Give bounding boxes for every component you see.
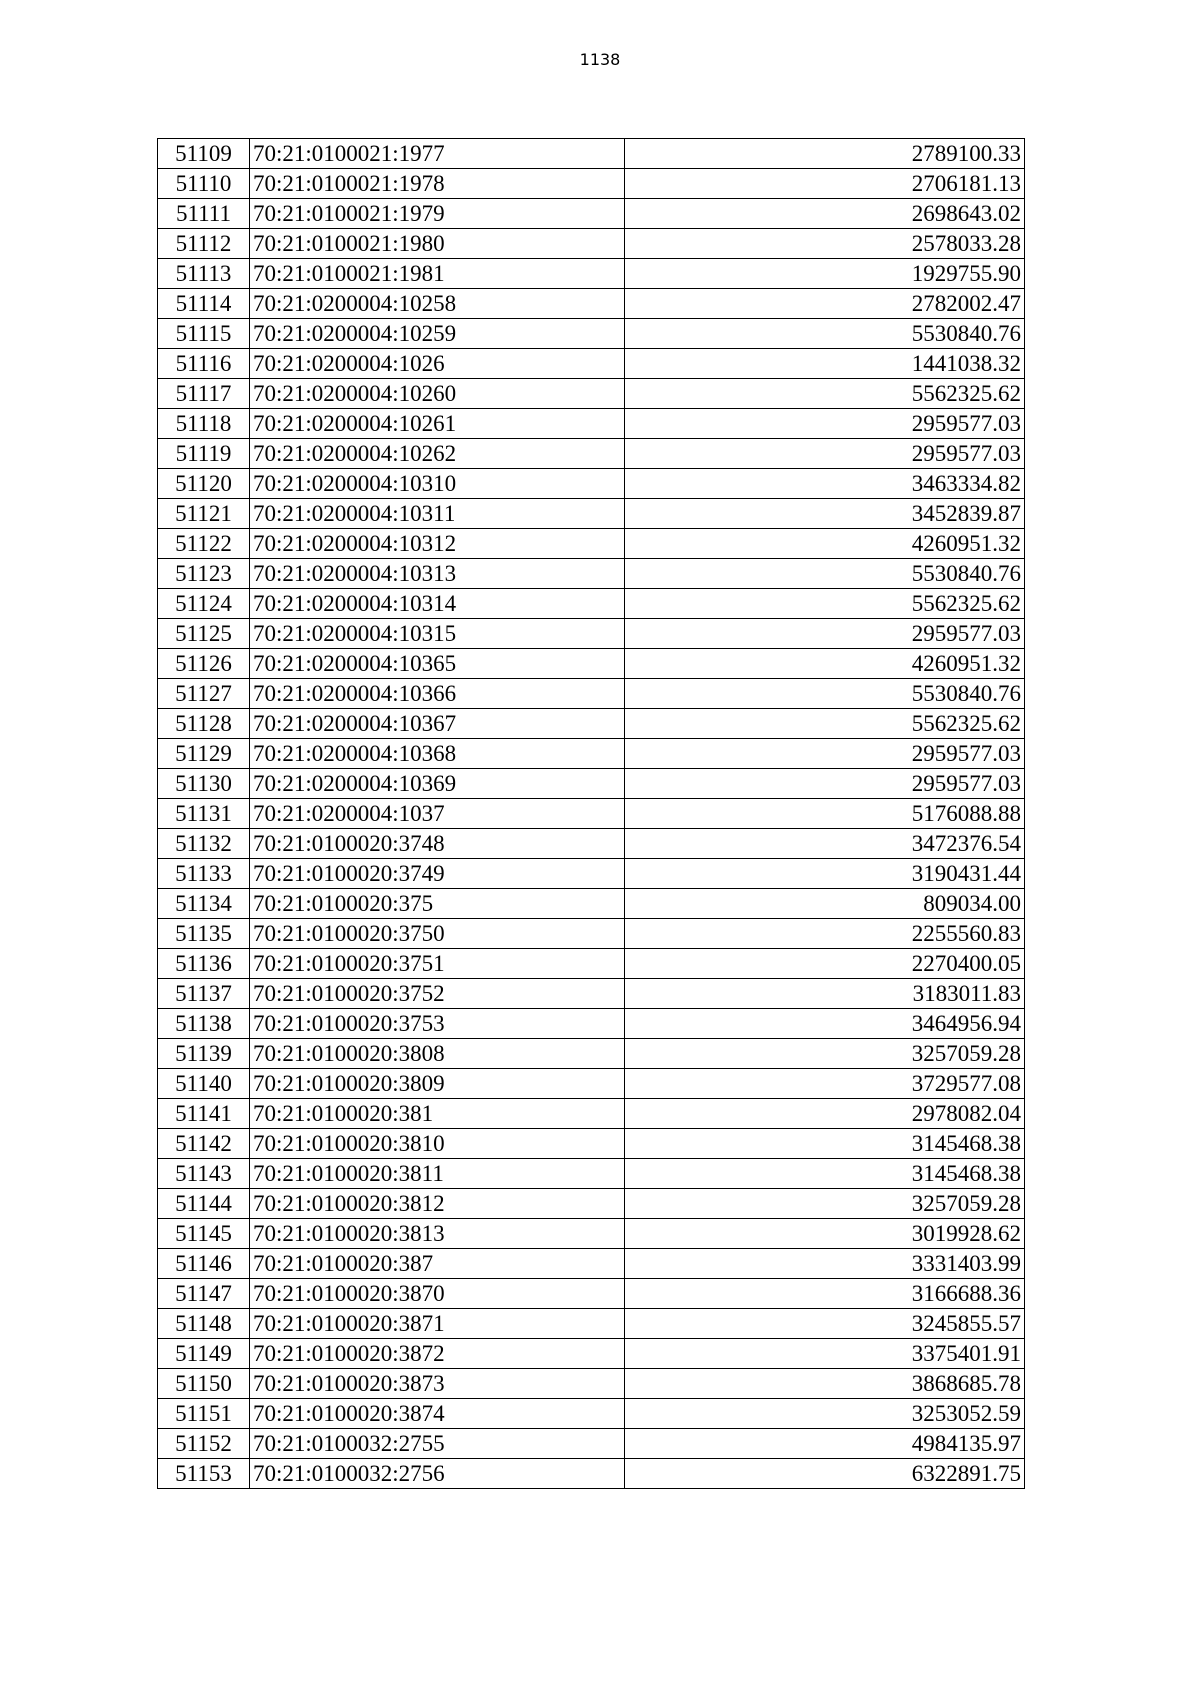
cadastral-number-cell: 70:21:0100020:381 <box>250 1099 625 1129</box>
row-number-cell: 51134 <box>158 889 250 919</box>
cadastral-number-cell: 70:21:0100020:3753 <box>250 1009 625 1039</box>
table-row <box>158 799 1025 829</box>
cadastral-number-cell: 70:21:0200004:10314 <box>250 589 625 619</box>
row-number-cell: 51118 <box>158 409 250 439</box>
row-number-cell: 51152 <box>158 1429 250 1459</box>
cadastral-number-cell: 70:21:0200004:10315 <box>250 619 625 649</box>
cadastral-value-cell: 1929755.90 <box>625 259 1025 289</box>
page-number: 1138 <box>579 50 621 69</box>
table-row <box>158 349 1025 379</box>
table-row <box>158 1399 1025 1429</box>
cadastral-value-cell: 5562325.62 <box>625 379 1025 409</box>
table-row <box>158 829 1025 859</box>
cadastral-number-cell: 70:21:0100020:375 <box>250 889 625 919</box>
cadastral-number-cell: 70:21:0200004:10258 <box>250 289 625 319</box>
cadastral-value-cell: 3729577.08 <box>625 1069 1025 1099</box>
row-number-cell: 51133 <box>158 859 250 889</box>
table-row <box>158 1369 1025 1399</box>
cadastral-value-cell: 3019928.62 <box>625 1219 1025 1249</box>
row-number-cell: 51112 <box>158 229 250 259</box>
table-row <box>158 589 1025 619</box>
cadastral-value-cell: 2789100.33 <box>625 139 1025 169</box>
cadastral-number-cell: 70:21:0200004:10312 <box>250 529 625 559</box>
cadastral-number-cell: 70:21:0100020:3810 <box>250 1129 625 1159</box>
cadastral-value-cell: 5530840.76 <box>625 679 1025 709</box>
table-row <box>158 169 1025 199</box>
row-number-cell: 51110 <box>158 169 250 199</box>
cadastral-number-cell: 70:21:0200004:10367 <box>250 709 625 739</box>
table-row <box>158 379 1025 409</box>
cadastral-value-cell: 3375401.91 <box>625 1339 1025 1369</box>
table-row <box>158 529 1025 559</box>
cadastral-value-cell: 2959577.03 <box>625 409 1025 439</box>
row-number-cell: 51149 <box>158 1339 250 1369</box>
cadastral-value-cell: 2959577.03 <box>625 769 1025 799</box>
cadastral-value-cell: 3868685.78 <box>625 1369 1025 1399</box>
row-number-cell: 51144 <box>158 1189 250 1219</box>
row-number-cell: 51125 <box>158 619 250 649</box>
cadastral-value-cell: 5562325.62 <box>625 709 1025 739</box>
table-row <box>158 229 1025 259</box>
cadastral-number-cell: 70:21:0100020:3813 <box>250 1219 625 1249</box>
row-number-cell: 51143 <box>158 1159 250 1189</box>
cadastral-number-cell: 70:21:0100020:387 <box>250 1249 625 1279</box>
table-row <box>158 1279 1025 1309</box>
cadastral-number-cell: 70:21:0200004:10366 <box>250 679 625 709</box>
cadastral-value-cell: 3452839.87 <box>625 499 1025 529</box>
cadastral-value-cell: 2959577.03 <box>625 439 1025 469</box>
cadastral-number-cell: 70:21:0200004:10365 <box>250 649 625 679</box>
table-row <box>158 199 1025 229</box>
cadastral-value-cell: 2959577.03 <box>625 619 1025 649</box>
table-row <box>158 1009 1025 1039</box>
cadastral-number-cell: 70:21:0100021:1980 <box>250 229 625 259</box>
cadastral-number-cell: 70:21:0100020:3870 <box>250 1279 625 1309</box>
table-row <box>158 1069 1025 1099</box>
table-row <box>158 409 1025 439</box>
table-row <box>158 769 1025 799</box>
row-number-cell: 51135 <box>158 919 250 949</box>
cadastral-number-cell: 70:21:0100020:3872 <box>250 1339 625 1369</box>
row-number-cell: 51111 <box>158 199 250 229</box>
cadastral-value-cell: 5562325.62 <box>625 589 1025 619</box>
cadastral-value-cell: 3253052.59 <box>625 1399 1025 1429</box>
cadastral-value-cell: 2706181.13 <box>625 169 1025 199</box>
cadastral-value-cell: 4260951.32 <box>625 529 1025 559</box>
table-row <box>158 649 1025 679</box>
cadastral-number-cell: 70:21:0200004:10368 <box>250 739 625 769</box>
table-row <box>158 619 1025 649</box>
row-number-cell: 51122 <box>158 529 250 559</box>
table-row <box>158 1459 1025 1489</box>
cadastral-value-cell: 5530840.76 <box>625 319 1025 349</box>
cadastral-number-cell: 70:21:0200004:10261 <box>250 409 625 439</box>
table-row <box>158 319 1025 349</box>
cadastral-value-cell: 3190431.44 <box>625 859 1025 889</box>
cadastral-value-cell: 3166688.36 <box>625 1279 1025 1309</box>
row-number-cell: 51131 <box>158 799 250 829</box>
cadastral-number-cell: 70:21:0100032:2755 <box>250 1429 625 1459</box>
row-number-cell: 51139 <box>158 1039 250 1069</box>
cadastral-number-cell: 70:21:0100020:3809 <box>250 1069 625 1099</box>
table-row <box>158 889 1025 919</box>
cadastral-number-cell: 70:21:0100020:3749 <box>250 859 625 889</box>
row-number-cell: 51142 <box>158 1129 250 1159</box>
table-row <box>158 439 1025 469</box>
row-number-cell: 51123 <box>158 559 250 589</box>
cadastral-number-cell: 70:21:0100020:3874 <box>250 1399 625 1429</box>
row-number-cell: 51153 <box>158 1459 250 1489</box>
table-row <box>158 1309 1025 1339</box>
table-row <box>158 1249 1025 1279</box>
row-number-cell: 51145 <box>158 1219 250 1249</box>
cadastral-value-cell: 3257059.28 <box>625 1189 1025 1219</box>
table-row <box>158 469 1025 499</box>
cadastral-value-cell: 3257059.28 <box>625 1039 1025 1069</box>
row-number-cell: 51109 <box>158 139 250 169</box>
cadastral-number-cell: 70:21:0100021:1979 <box>250 199 625 229</box>
row-number-cell: 51140 <box>158 1069 250 1099</box>
cadastral-number-cell: 70:21:0200004:1026 <box>250 349 625 379</box>
cadastral-value-cell: 1441038.32 <box>625 349 1025 379</box>
cadastral-value-cell: 2255560.83 <box>625 919 1025 949</box>
cadastral-value-cell: 5530840.76 <box>625 559 1025 589</box>
table-row <box>158 1099 1025 1129</box>
table-row <box>158 559 1025 589</box>
cadastral-value-cell: 3145468.38 <box>625 1129 1025 1159</box>
cadastral-number-cell: 70:21:0100020:3751 <box>250 949 625 979</box>
row-number-cell: 51113 <box>158 259 250 289</box>
row-number-cell: 51138 <box>158 1009 250 1039</box>
cadastral-number-cell: 70:21:0100020:3811 <box>250 1159 625 1189</box>
row-number-cell: 51151 <box>158 1399 250 1429</box>
table-row <box>158 1039 1025 1069</box>
cadastral-number-cell: 70:21:0100020:3871 <box>250 1309 625 1339</box>
row-number-cell: 51137 <box>158 979 250 1009</box>
cadastral-value-cell: 3145468.38 <box>625 1159 1025 1189</box>
cadastral-number-cell: 70:21:0200004:10313 <box>250 559 625 589</box>
row-number-cell: 51115 <box>158 319 250 349</box>
row-number-cell: 51146 <box>158 1249 250 1279</box>
cadastral-value-cell: 5176088.88 <box>625 799 1025 829</box>
cadastral-number-cell: 70:21:0200004:10260 <box>250 379 625 409</box>
row-number-cell: 51132 <box>158 829 250 859</box>
cadastral-number-cell: 70:21:0100021:1981 <box>250 259 625 289</box>
row-number-cell: 51126 <box>158 649 250 679</box>
row-number-cell: 51121 <box>158 499 250 529</box>
cadastral-number-cell: 70:21:0100020:3808 <box>250 1039 625 1069</box>
row-number-cell: 51116 <box>158 349 250 379</box>
cadastral-value-cell: 2578033.28 <box>625 229 1025 259</box>
table-row <box>158 709 1025 739</box>
cadastral-value-cell: 3464956.94 <box>625 1009 1025 1039</box>
table-row <box>158 139 1025 169</box>
table-row <box>158 919 1025 949</box>
table-row <box>158 1159 1025 1189</box>
row-number-cell: 51148 <box>158 1309 250 1339</box>
row-number-cell: 51124 <box>158 589 250 619</box>
cadastral-value-cell: 2782002.47 <box>625 289 1025 319</box>
cadastral-number-cell: 70:21:0100021:1978 <box>250 169 625 199</box>
cadastral-number-cell: 70:21:0100020:3873 <box>250 1369 625 1399</box>
cadastral-value-cell: 3245855.57 <box>625 1309 1025 1339</box>
cadastral-value-table <box>157 138 1025 1489</box>
cadastral-value-cell: 6322891.75 <box>625 1459 1025 1489</box>
cadastral-value-cell: 2959577.03 <box>625 739 1025 769</box>
row-number-cell: 51117 <box>158 379 250 409</box>
table-row <box>158 1129 1025 1159</box>
table-row <box>158 679 1025 709</box>
cadastral-number-cell: 70:21:0200004:10369 <box>250 769 625 799</box>
row-number-cell: 51141 <box>158 1099 250 1129</box>
cadastral-value-cell: 3463334.82 <box>625 469 1025 499</box>
cadastral-number-cell: 70:21:0200004:1037 <box>250 799 625 829</box>
cadastral-number-cell: 70:21:0100020:3752 <box>250 979 625 1009</box>
row-number-cell: 51136 <box>158 949 250 979</box>
cadastral-value-cell: 3331403.99 <box>625 1249 1025 1279</box>
cadastral-number-cell: 70:21:0100020:3812 <box>250 1189 625 1219</box>
cadastral-value-cell: 2978082.04 <box>625 1099 1025 1129</box>
table-row <box>158 499 1025 529</box>
cadastral-number-cell: 70:21:0100032:2756 <box>250 1459 625 1489</box>
cadastral-number-cell: 70:21:0100021:1977 <box>250 139 625 169</box>
cadastral-value-cell: 3183011.83 <box>625 979 1025 1009</box>
cadastral-number-cell: 70:21:0200004:10262 <box>250 439 625 469</box>
table-row <box>158 259 1025 289</box>
cadastral-value-cell: 2698643.02 <box>625 199 1025 229</box>
table-row <box>158 289 1025 319</box>
row-number-cell: 51127 <box>158 679 250 709</box>
row-number-cell: 51114 <box>158 289 250 319</box>
row-number-cell: 51128 <box>158 709 250 739</box>
cadastral-number-cell: 70:21:0100020:3750 <box>250 919 625 949</box>
cadastral-number-cell: 70:21:0200004:10310 <box>250 469 625 499</box>
row-number-cell: 51130 <box>158 769 250 799</box>
table-row <box>158 979 1025 1009</box>
table-row <box>158 949 1025 979</box>
cadastral-number-cell: 70:21:0200004:10259 <box>250 319 625 349</box>
cadastral-number-cell: 70:21:0200004:10311 <box>250 499 625 529</box>
table-body <box>158 139 1025 1489</box>
cadastral-value-cell: 3472376.54 <box>625 829 1025 859</box>
row-number-cell: 51120 <box>158 469 250 499</box>
cadastral-value-cell: 4260951.32 <box>625 649 1025 679</box>
table-row <box>158 1219 1025 1249</box>
row-number-cell: 51129 <box>158 739 250 769</box>
cadastral-value-cell: 4984135.97 <box>625 1429 1025 1459</box>
table-row <box>158 1429 1025 1459</box>
cadastral-value-cell: 2270400.05 <box>625 949 1025 979</box>
cadastral-value-cell: 809034.00 <box>625 889 1025 919</box>
table-row <box>158 859 1025 889</box>
table-row <box>158 739 1025 769</box>
table-row <box>158 1189 1025 1219</box>
cadastral-number-cell: 70:21:0100020:3748 <box>250 829 625 859</box>
table-row <box>158 1339 1025 1369</box>
row-number-cell: 51150 <box>158 1369 250 1399</box>
row-number-cell: 51147 <box>158 1279 250 1309</box>
row-number-cell: 51119 <box>158 439 250 469</box>
